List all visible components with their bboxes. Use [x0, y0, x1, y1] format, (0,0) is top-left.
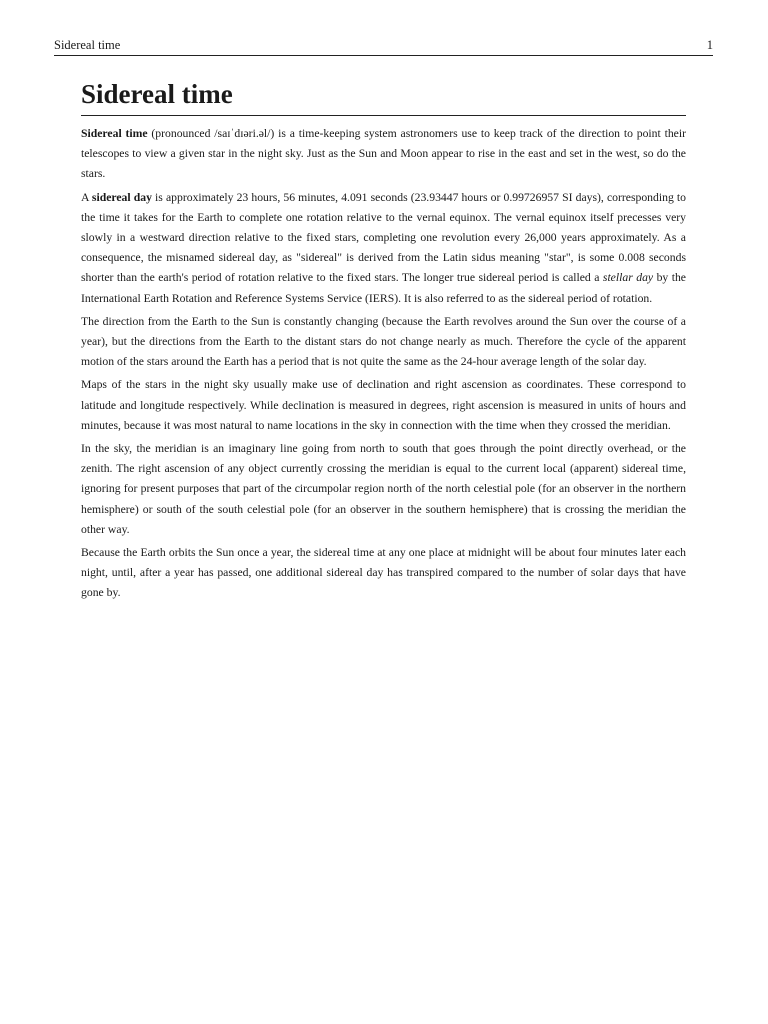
paragraph-sidereal-day-lead: A [81, 190, 92, 204]
paragraph-intro-text: (pronounced /saɪˈdɪəri.əl/) is a time-keeping system astronomers use to keep track of the direction to point their telescopes to view a given star in the night sky. Just as the Sun and Moon appear to rise in the east and set in the west, so do the stars. [81, 127, 686, 181]
running-header [54, 38, 713, 56]
running-header-title: Sidereal time [54, 38, 121, 52]
paragraph-sidereal-day-tail: by the International Earth Rotation and Reference Systems Service (IERS). It is also referred to as the sidereal period of rotation. [81, 271, 686, 305]
paragraph-intro [81, 124, 686, 185]
paragraph-earth-orbit: Because the Earth orbits the Sun once a year, the sidereal time at any one place at midnight will be about four minutes later each night, until, after a year has passed, one additional sidereal day has transpired compared to the number of solar days that have gone by. [81, 546, 686, 600]
page-number: 1 [706, 38, 713, 52]
paragraph-star-maps: Maps of the stars in the night sky usually make use of declination and right ascension as coordinates. These correspond to latitude and longitude respectively. While declination is measured in degrees, right ascension is measured in units of hours and minutes, because it was most natural to name locations in the sky in connection with the time when they crossed the meridian. [81, 378, 686, 432]
paragraph-sidereal-day [81, 188, 686, 309]
term-sidereal-time: Sidereal time [81, 127, 148, 140]
paragraph-sun-direction: The direction from the Earth to the Sun is constantly changing (because the Earth revolves around the Sun over the course of a year), but the directions from the Earth to the distant stars do not change nearly as much. Therefore the cycle of the apparent motion of the stars around the Earth has a period that is not quite the same as the 24-hour average length of the solar day. [81, 314, 686, 369]
term-stellar-day: stellar day [602, 271, 654, 285]
paragraph-sidereal-day-text: is approximately 23 hours, 56 minutes, 4.091 seconds (23.93447 hours or 0.99726957 SI days), corresponding to the time it takes for the Earth to complete one rotation relative to the vernal equinox. The vernal equinox itself precesses very slowly in a westward direction relative to the fixed stars, completing one revolution every 26,000 years approximately. As a consequence, the misnamed sidereal day, as "sidereal" is derived from the Latin sidus meaning "star", is some 0.008 seconds shorter than the earth's period of rotation relative to the fixed stars. The longer true sidereal period is called a [81, 190, 686, 285]
article-title: Sidereal time [81, 78, 686, 116]
article-body [81, 78, 686, 604]
paragraph-meridian: In the sky, the meridian is an imaginary line going from north to south that goes through the point directly overhead, or the zenith. The right ascension of any object currently crossing the meridian is equal to the current local (apparent) sidereal time, ignoring for present purposes that part of the circumpolar region north of the north celestial pole (for an observer in the northern hemisphere) or south of the south celestial pole (for an observer in the southern hemisphere) that is crossing the meridian the other way. [81, 442, 686, 536]
term-sidereal-day: sidereal day [91, 190, 152, 204]
